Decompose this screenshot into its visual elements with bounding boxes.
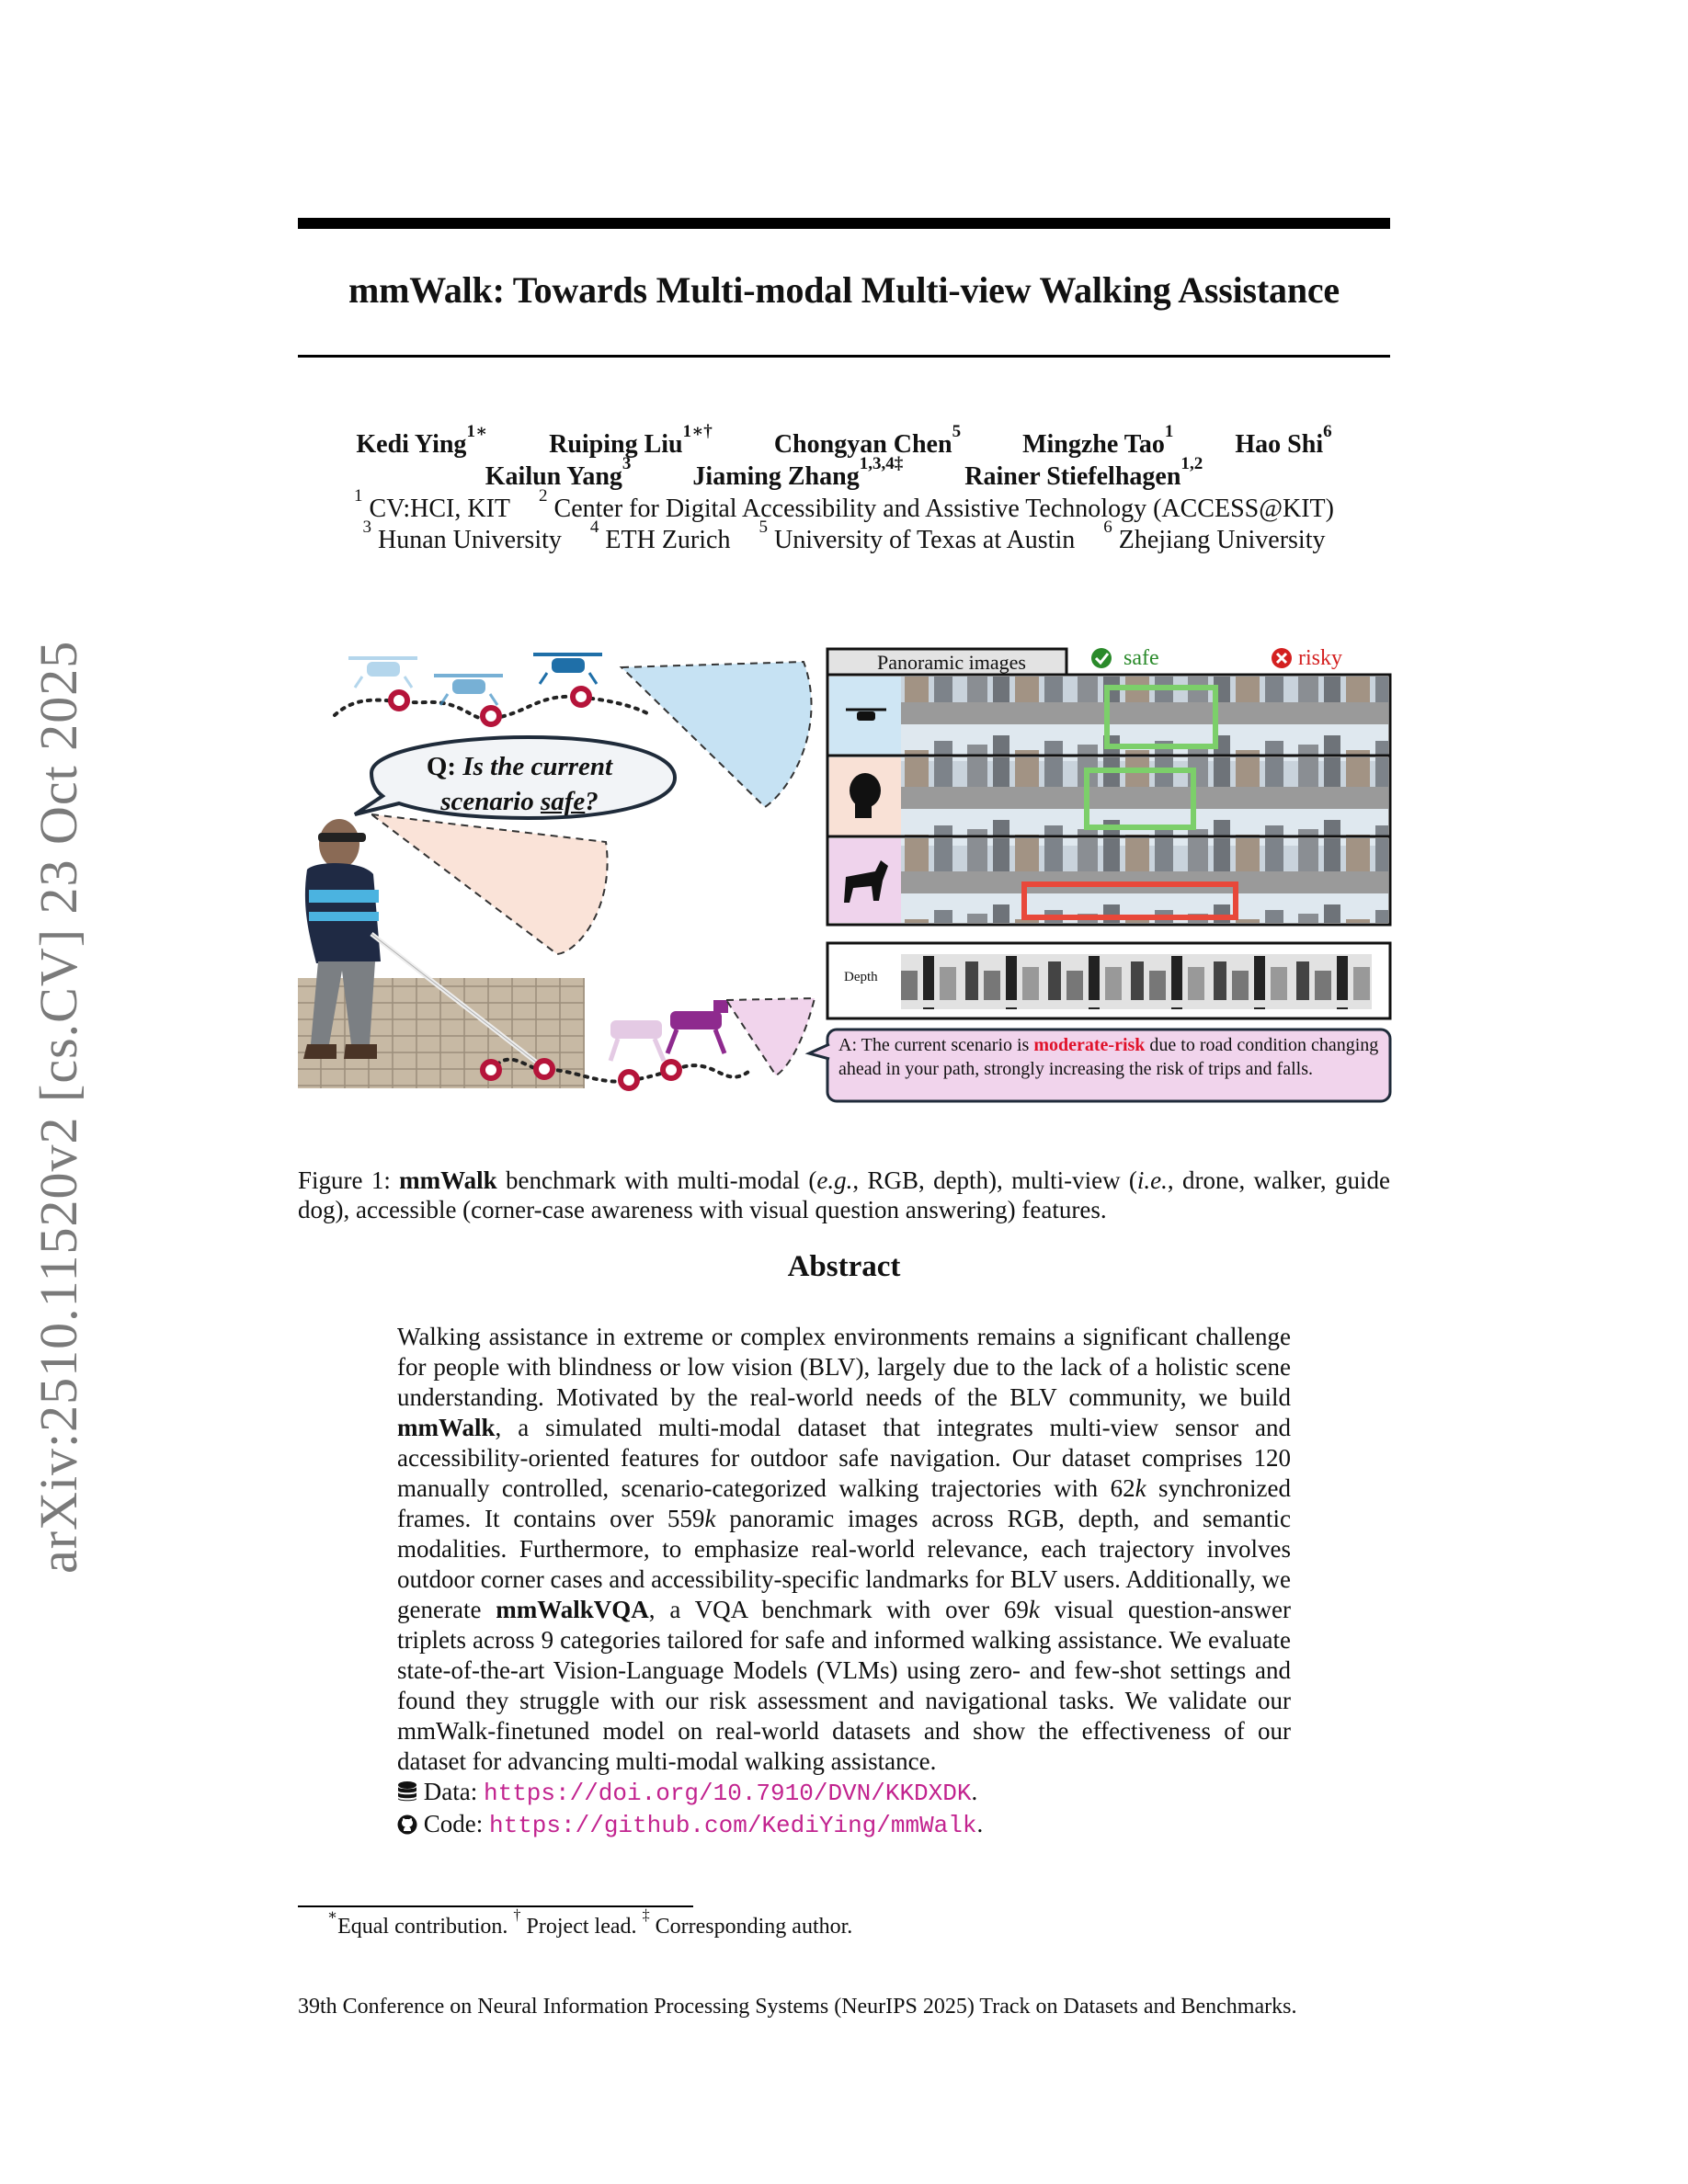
footnote: ∗Equal contribution. † Project lead. ‡ Corresponding author. (327, 1905, 853, 1939)
data-doi-link[interactable]: https://doi.org/10.7910/DVN/KKDXDK (483, 1780, 972, 1807)
author: Jiaming Zhang$^{1,3,4\ddagger}$ (692, 453, 904, 491)
data-link-line: Data: https://doi.org/10.7910/DVN/KKDXDK. (397, 1777, 1291, 1809)
footnote-rule (298, 1905, 693, 1907)
affiliations-row-2 (298, 517, 1390, 555)
author: Kedi Ying$^{1∗}$ (356, 421, 488, 459)
github-icon (397, 1814, 417, 1835)
waypoint-marker (573, 688, 589, 705)
drone-icon (434, 676, 503, 705)
check-circle-icon (1091, 648, 1112, 668)
title-rule-top (298, 218, 1390, 229)
paper-title: mmWalk: Towards Multi-modal Multi-view Walking Assistance (348, 269, 1340, 311)
affiliation: $^4$ ETH Zurich (589, 517, 731, 554)
venue-note: 39th Conference on Neural Information Processing Systems (NeurIPS 2025) Track on Datasets and Benchmarks. (298, 1995, 1297, 2019)
risky-legend-label: risky (1298, 646, 1342, 670)
database-icon (397, 1780, 417, 1803)
drone-icon (533, 654, 602, 684)
affiliation: $^5$ University of Texas at Austin (758, 517, 1076, 554)
figure-1-caption: Figure 1: mmWalk benchmark with multi-modal (e.g., RGB, depth), multi-view (i.e., drone, walker, guide dog), accessible (corner-case awareness with visual question answering) features. (298, 1166, 1390, 1223)
depth-label: Depth (844, 970, 878, 984)
author: Mingzhe Tao$^1$ (1022, 421, 1174, 459)
author: Kailun Yang$^3$ (485, 453, 632, 491)
author: Rainer Stiefelhagen$^{1,2}$ (964, 453, 1203, 491)
affiliation: $^1$ CV:HCI, KIT (354, 485, 511, 523)
author: Chongyan Chen$^5$ (773, 421, 962, 459)
panoramic-images-label: Panoramic images (877, 651, 1026, 674)
affiliations-row-1 (298, 485, 1390, 524)
author: Hao Shi$^6$ (1235, 421, 1332, 459)
waypoint-marker (483, 1062, 499, 1078)
authors-row-2 (298, 453, 1390, 492)
question-text: Q: Is the current scenario safe? (426, 752, 613, 816)
arxiv-sidebar-stamp: arXiv:2510.11520v2 [cs.CV] 23 Oct 2025 (29, 640, 88, 1574)
code-github-link[interactable]: https://github.com/KediYing/mmWalk (489, 1812, 977, 1839)
robot-dog-icon (667, 1000, 728, 1053)
abstract-heading: Abstract (787, 1250, 901, 1283)
title-rule-bottom (298, 355, 1390, 358)
affiliation: $^6$ Zhejiang University (1103, 517, 1326, 554)
answer-text: A: The current scenario is moderate-risk due to road condition changing ahead in your path, strongly increasing the risk of trips and falls. (838, 1035, 1379, 1079)
waypoint-marker (391, 692, 407, 709)
waypoint-marker (621, 1072, 637, 1088)
drone-icon (348, 658, 417, 688)
robot-dog-view-cone (726, 998, 815, 1075)
waypoint-marker (483, 708, 499, 724)
code-link-line: Code: https://github.com/KediYing/mmWalk. (397, 1809, 1291, 1841)
walker-view-cone (371, 814, 608, 954)
waypoint-marker (536, 1061, 553, 1077)
robot-dog-icon (610, 1020, 664, 1061)
authors-row-1 (298, 421, 1390, 460)
author: Ruiping Liu$^{1∗\dagger}$ (549, 421, 713, 459)
affiliation: $^3$ Hunan University (362, 517, 562, 554)
waypoint-marker (663, 1062, 679, 1078)
abstract-body: Walking assistance in extreme or complex environments remains a significant challenge for people with blindness or low vision (BLV), largely due to the lack of a holistic scene understanding. Motivated by the real-world needs of the BLV community, we build mmWalk, a simulated multi-modal dataset that integrates multi-view sensor and accessibility-oriented features for outdoor safe navigation. Our dataset comprises 120 manually controlled, scenario-categorized walking trajectories with 62k synchronized frames. It contains over 559k panoramic images across RGB, depth, and semantic modalities. Furthermore, to emphasize real-world relevance, each trajectory involves outdoor corner cases and accessibility-specific landmarks for BLV users. Additionally, we generate mmWalkVQA, a VQA benchmark with over 69k visual question-answer triplets across 9 categories tailored for safe and informed walking assistance. We evaluate state-of-the-art Vision-Language Models (VLMs) using zero- and few-shot settings and found they struggle with our risk assessment and navigational tasks. We validate our mmWalk-finetuned model on real-world datasets and show the effectiveness of our dataset for advancing multi-modal walking assistance. Data: https://doi.org/10.7910/DVN/KKDXDK. Code: https://github.com/KediYing/mmWalk. (397, 1323, 1292, 1839)
safe-legend-label: safe (1123, 646, 1159, 670)
depth-image (901, 954, 1372, 1009)
affiliation: $^2$ Center for Digital Accessibility and Assistive Technology (ACCESS@KIT) (539, 485, 1334, 523)
